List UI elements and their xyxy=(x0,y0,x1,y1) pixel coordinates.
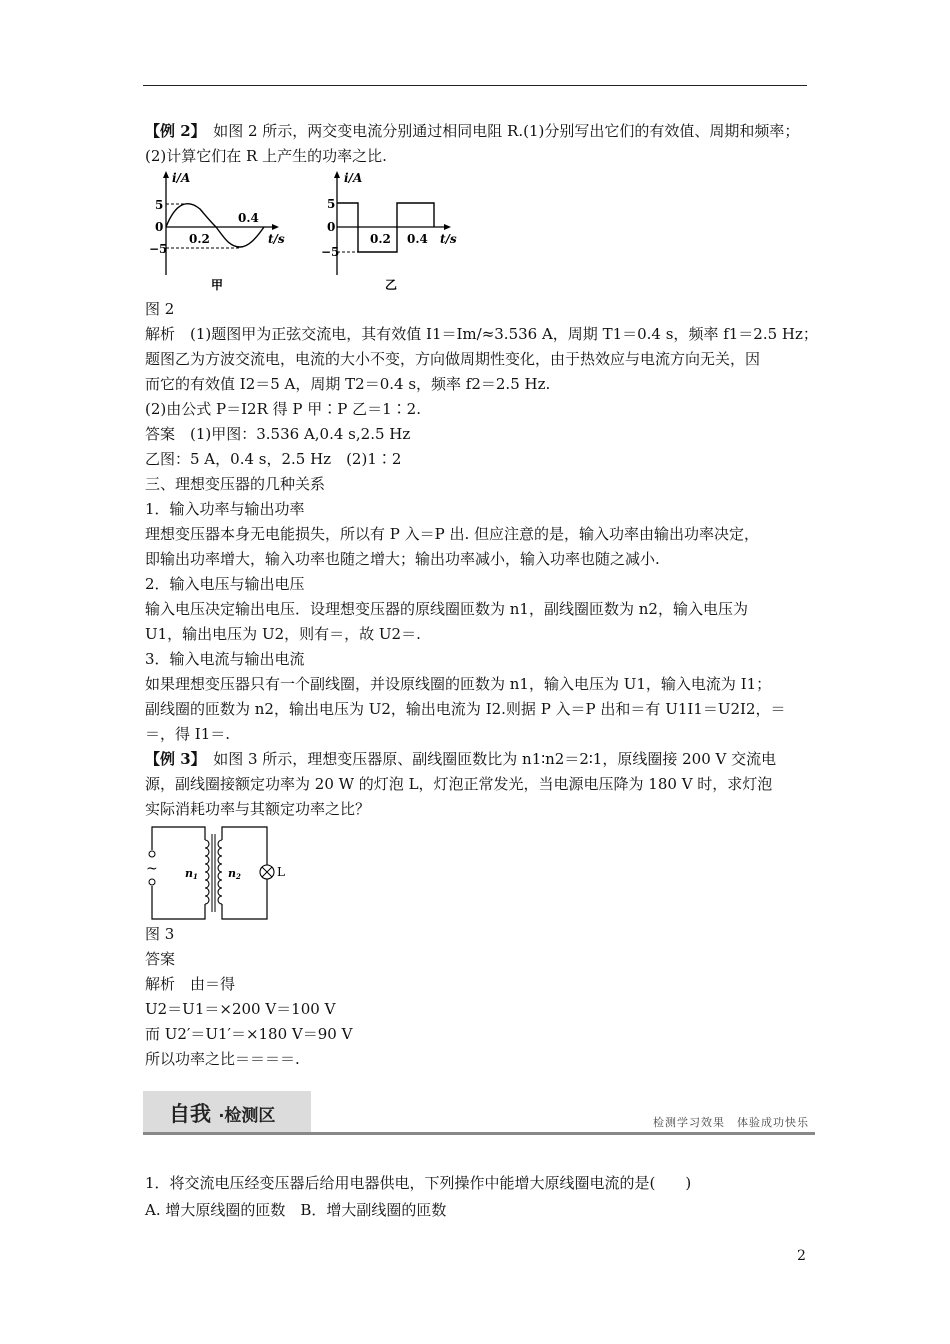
left-tick-0: 0 xyxy=(155,220,164,234)
n2-label: n2 xyxy=(228,867,241,881)
left-ylabel: i/A xyxy=(172,171,191,185)
ac-source-symbol: ~ xyxy=(146,861,158,877)
solution3-line1: 解析 由＝得 xyxy=(145,975,236,993)
banner-subtitle: 检测区 xyxy=(224,1106,276,1126)
section3-s2-line2: U1，输出电压为 U2，则有＝，故 U2＝. xyxy=(145,625,421,643)
figure2-left-graph xyxy=(149,171,285,292)
figure3-label: 图 3 xyxy=(145,925,175,943)
figure2 xyxy=(145,169,815,297)
section3-s3-title: 3．输入电流与输出电流 xyxy=(145,650,305,668)
example2-text2: (2)计算它们在 R 上产生的功率之比. xyxy=(145,147,387,165)
figure2-label: 图 2 xyxy=(145,300,175,318)
figure2-right-graph xyxy=(321,171,457,292)
example3-text3: 实际消耗功率与其额定功率之比？ xyxy=(145,800,371,818)
section3-title: 三、理想变压器的几种关系 xyxy=(145,475,326,493)
solution2-line5: 答案 (1)甲图：3.536 A,0.4 s,2.5 Hz xyxy=(145,425,411,443)
quiz-section xyxy=(145,1170,815,1224)
lamp-label: L xyxy=(277,865,285,879)
banner-rule xyxy=(143,1132,815,1135)
right-tick-0: 0 xyxy=(327,220,336,234)
example3-text2: 源，副线圈接额定功率为 20 W 的灯泡 L，灯泡正常发光，当电源电压降为 180 V 时，求灯泡 xyxy=(145,775,773,793)
left-tick-m5: −5 xyxy=(149,242,168,256)
section3-s1-title: 1．输入功率与输出功率 xyxy=(145,500,305,518)
right-tick-5: 5 xyxy=(327,197,336,211)
solution2-line2: 题图乙为方波交流电，电流的大小不变，方向做周期性变化，由于热效应与电流方向无关，因 xyxy=(145,350,761,368)
secondary-circuit xyxy=(218,827,285,919)
banner-title xyxy=(169,1098,275,1128)
n1-label: n1 xyxy=(185,867,198,881)
example3-line1 xyxy=(145,747,815,772)
primary-circuit xyxy=(146,827,209,919)
banner-title-main: 自我 xyxy=(169,1102,211,1126)
example3-tag: 【例 3】 xyxy=(145,750,199,768)
right-tick-02: 0.2 xyxy=(370,232,391,246)
section3-s1-line2: 即输出功率增大，输入功率也随之增大；输出功率减小，输入功率也随之减小. xyxy=(145,550,660,568)
terminal-bottom xyxy=(149,879,155,885)
primary-coil xyxy=(205,840,209,904)
left-y-arrow xyxy=(163,171,169,178)
banner-dot: · xyxy=(218,1106,225,1125)
left-xlabel: t/s xyxy=(268,232,285,246)
solution2-line4: (2)由公式 P＝I2R 得 P 甲∶P 乙＝1∶2. xyxy=(145,400,421,418)
quiz-q1: 1．将交流电压经变压器后给用电器供电，下列操作中能增大原线圈电流的是( ) xyxy=(145,1174,692,1192)
transformer-circuit xyxy=(145,822,305,922)
left-x-arrow xyxy=(272,224,279,230)
section3-s2-title: 2．输入电压与输出电压 xyxy=(145,575,305,593)
example2-tag: 【例 2】 xyxy=(145,122,199,140)
right-caption: 乙 xyxy=(385,278,398,292)
terminal-top xyxy=(149,851,155,857)
left-tick-5: 5 xyxy=(155,198,164,212)
solution2-line1: 解析 (1)题图甲为正弦交流电，其有效值 I1＝Im/≈3.536 A，周期 T1＝0.4 s，频率 f1＝2.5 Hz； xyxy=(145,325,818,343)
secondary-bottom-wire xyxy=(222,879,267,919)
figure3 xyxy=(145,822,815,922)
example2-text1: 如图 2 所示，两交变电流分别通过相同电阻 R.(1)分别写出它们的有效值、周期和频率； xyxy=(213,122,800,140)
solution3-line3: 而 U2′＝U1′＝×180 V＝90 V xyxy=(145,1025,353,1043)
solution2-line3: 而它的有效值 I2＝5 A，周期 T2＝0.4 s，频率 f2＝2.5 Hz. xyxy=(145,375,551,393)
page-content xyxy=(145,119,818,1072)
right-y-arrow xyxy=(334,171,340,178)
primary-bottom-wire xyxy=(152,886,205,919)
right-x-arrow xyxy=(444,224,451,230)
section3-s1-line1: 理想变压器本身无电能损失，所以有 P 入＝P 出. 但应注意的是，输入功率由输出功率决定， xyxy=(145,525,760,543)
top-rule xyxy=(143,85,807,86)
solution3-line2: U2＝U1＝×200 V＝100 V xyxy=(145,1000,336,1018)
section3-s3-line3: ＝，得 I1＝. xyxy=(145,725,231,743)
right-xlabel: t/s xyxy=(440,232,457,246)
right-tick-04: 0.4 xyxy=(407,232,428,246)
solution3-answer: 答案 xyxy=(145,950,176,968)
primary-top-wire xyxy=(152,827,205,850)
left-tick-04: 0.4 xyxy=(238,211,259,225)
figure2-graphs xyxy=(145,169,475,297)
secondary-top-wire xyxy=(222,827,267,865)
secondary-coil xyxy=(218,840,222,904)
left-caption: 甲 xyxy=(211,278,224,292)
section3-s3-line1: 如果理想变压器只有一个副线圈，并设原线圈的匝数为 n1，输入电压为 U1，输入电流为 I1； xyxy=(145,675,772,693)
example3-text1: 如图 3 所示，理想变压器原、副线圈匝数比为 n1∶n2＝2∶1，原线圈接 200 V 交流电 xyxy=(213,750,777,768)
left-tick-02: 0.2 xyxy=(189,232,210,246)
example2-line1 xyxy=(145,119,815,144)
section3-s2-line1: 输入电压决定输出电压．设理想变压器的原线圈匝数为 n1，副线圈匝数为 n2，输入电压为 xyxy=(145,600,748,618)
banner-slogan: 检测学习效果 体验成功快乐 xyxy=(653,1116,809,1129)
solution3-line4: 所以功率之比＝＝＝＝. xyxy=(145,1050,300,1068)
section3-s3-line2: 副线圈的匝数为 n2，输出电压为 U2，输出电流为 I2.则据 P 入＝P 出和＝有 U1I1＝U2I2，＝ xyxy=(145,700,786,718)
right-ylabel: i/A xyxy=(344,171,363,185)
solution2-line6: 乙图：5 A，0.4 s，2.5 Hz (2)1∶2 xyxy=(145,450,402,468)
self-check-banner xyxy=(143,1091,815,1137)
quiz-q1-options: A. 增大原线圈的匝数 B．增大副线圈的匝数 xyxy=(145,1201,447,1219)
page-number: 2 xyxy=(797,1248,806,1264)
right-tick-m5: −5 xyxy=(321,245,340,259)
